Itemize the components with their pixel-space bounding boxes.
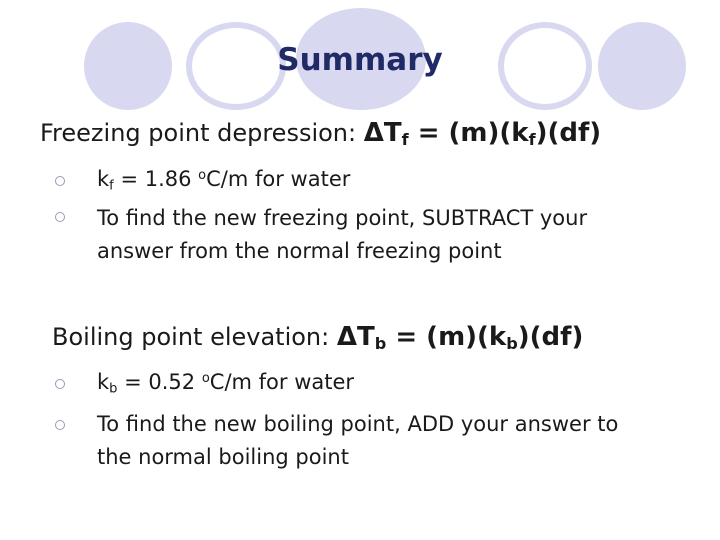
bullet-icon <box>55 420 65 430</box>
freezing-bullet-1: $k_f = 1.86$ $^o$C/m for water <box>97 167 351 194</box>
freezing-bullet-2: To find the new freezing point, SUBTRACT your answer from the normal freezing point <box>97 206 588 263</box>
boiling-bullet-1: $k_b = 0.52$ $^o$C/m for water <box>97 370 355 397</box>
boiling-label: Boiling point elevation: <box>52 323 330 351</box>
boiling-bullet-2: To find the new boiling point, ADD your answer to the normal boiling point <box>97 412 619 469</box>
slide-title: Summary <box>277 42 443 78</box>
freezing-formula: $\Delta T_f = (m)(k_f)(df)$ <box>363 118 602 150</box>
bullet-icon <box>55 176 65 186</box>
delta-symbol: Δ <box>336 322 357 352</box>
bullet-icon <box>55 212 65 222</box>
freezing-heading <box>40 118 601 148</box>
bullet-icon <box>55 379 65 389</box>
boiling-formula: $\Delta T_b = (m)(k_b)(df)$ <box>336 322 584 354</box>
boiling-heading <box>52 322 583 352</box>
delta-symbol: Δ <box>363 118 384 148</box>
freezing-label: Freezing point depression: <box>40 119 357 147</box>
